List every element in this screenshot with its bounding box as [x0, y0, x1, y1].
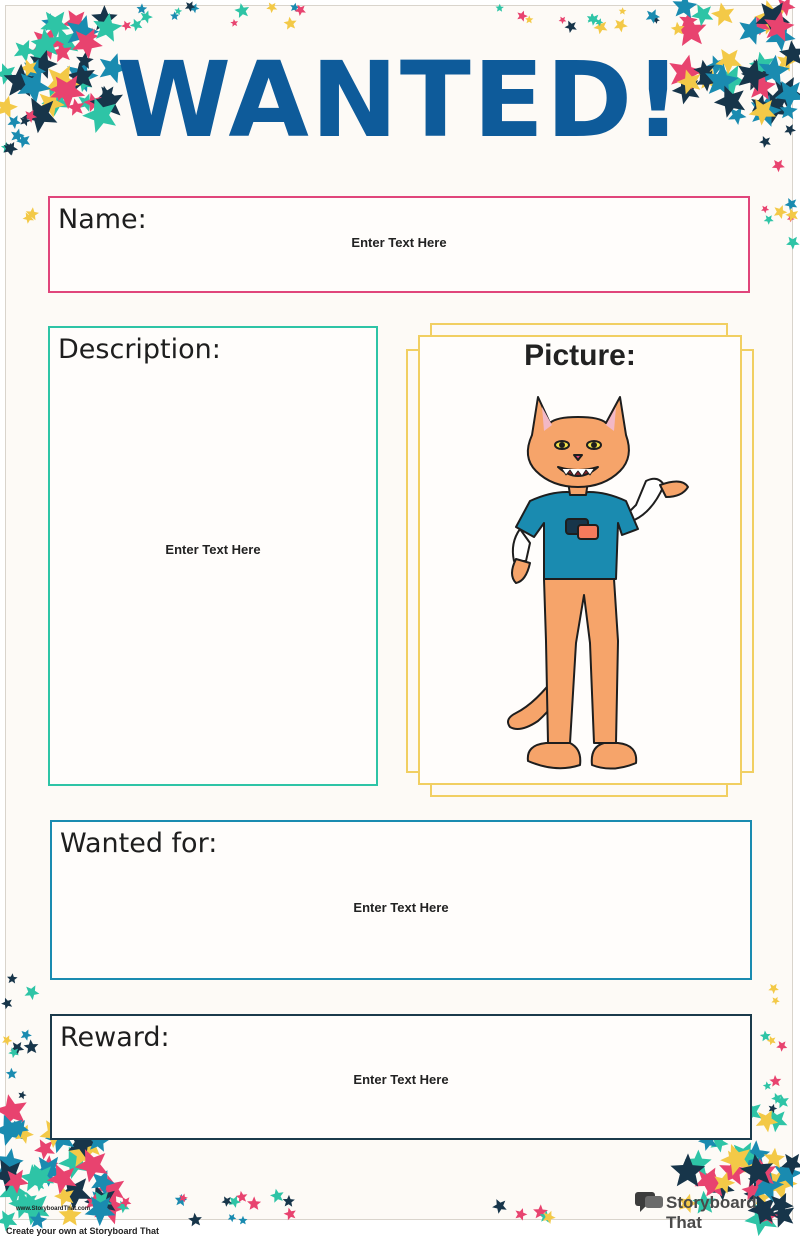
star-shape	[691, 4, 713, 26]
watermark-url: www.StoryboardThat.com	[16, 1206, 91, 1212]
star-shape	[559, 17, 567, 24]
star-shape	[188, 1213, 202, 1227]
star-shape	[284, 17, 297, 30]
star-shape	[1, 998, 12, 1009]
star-shape	[270, 1189, 284, 1203]
star-shape	[18, 1091, 26, 1100]
star-shape	[565, 21, 577, 33]
star-shape	[774, 205, 788, 219]
star-shape	[769, 1075, 781, 1087]
star-shape	[21, 1030, 32, 1041]
star-shape	[247, 1196, 261, 1210]
star-shape	[769, 1104, 778, 1113]
star-shape	[283, 1195, 295, 1207]
star-shape	[614, 19, 628, 33]
star-shape	[228, 1214, 237, 1222]
reward-label: Reward:	[60, 1022, 170, 1053]
wanted-for-box[interactable]	[50, 820, 752, 980]
star-shape	[646, 9, 660, 23]
wanted-for-label: Wanted for:	[60, 828, 218, 859]
name-text-field[interactable]: Enter Text Here	[351, 235, 447, 250]
star-shape	[2, 1035, 12, 1045]
star-shape	[496, 4, 504, 12]
star-shape	[619, 7, 627, 14]
picture-box[interactable]	[406, 323, 754, 797]
star-shape	[761, 205, 769, 213]
description-text-field[interactable]: Enter Text Here	[165, 542, 261, 557]
name-label: Name:	[58, 204, 147, 235]
star-shape	[492, 1199, 507, 1214]
star-shape	[786, 237, 800, 250]
cat-character-illustration	[486, 383, 686, 787]
star-shape	[130, 19, 143, 32]
star-shape	[772, 997, 780, 1005]
brand-logo[interactable]	[634, 1189, 784, 1232]
reward-box[interactable]	[50, 1014, 752, 1140]
star-shape	[763, 1081, 772, 1090]
star-shape	[137, 3, 148, 13]
star-shape	[284, 1208, 296, 1221]
picture-label: Picture:	[524, 339, 636, 372]
star-shape	[26, 207, 39, 220]
star-shape	[141, 11, 153, 24]
speech-bubble-icon	[634, 1191, 666, 1213]
credit-text[interactable]: Create your own at Storyboard That	[6, 1226, 160, 1236]
description-box[interactable]	[48, 326, 378, 786]
star-shape	[230, 19, 238, 27]
reward-text-field[interactable]: Enter Text Here	[353, 1072, 449, 1087]
wanted-for-text-field[interactable]: Enter Text Here	[353, 900, 449, 915]
star-shape	[772, 160, 785, 173]
star-shape	[7, 973, 18, 983]
star-shape	[760, 1031, 771, 1042]
star-shape	[6, 1068, 17, 1079]
star-shape	[234, 3, 249, 18]
star-shape	[238, 1216, 247, 1225]
star-shape	[175, 7, 183, 15]
description-label: Description:	[58, 334, 221, 365]
star-shape	[24, 1039, 39, 1053]
star-shape	[764, 215, 774, 225]
star-shape	[776, 1041, 787, 1052]
star-shape	[768, 984, 779, 994]
star-shape	[516, 1208, 528, 1221]
star-shape	[517, 11, 528, 22]
star-shape	[266, 3, 277, 14]
name-box[interactable]	[48, 196, 750, 293]
brand-logo-text: Storyboard That	[666, 1193, 757, 1232]
star-shape	[25, 985, 40, 1000]
star-shape	[121, 21, 131, 31]
poster-title: WANTED!	[116, 39, 684, 161]
star-shape	[711, 3, 734, 27]
